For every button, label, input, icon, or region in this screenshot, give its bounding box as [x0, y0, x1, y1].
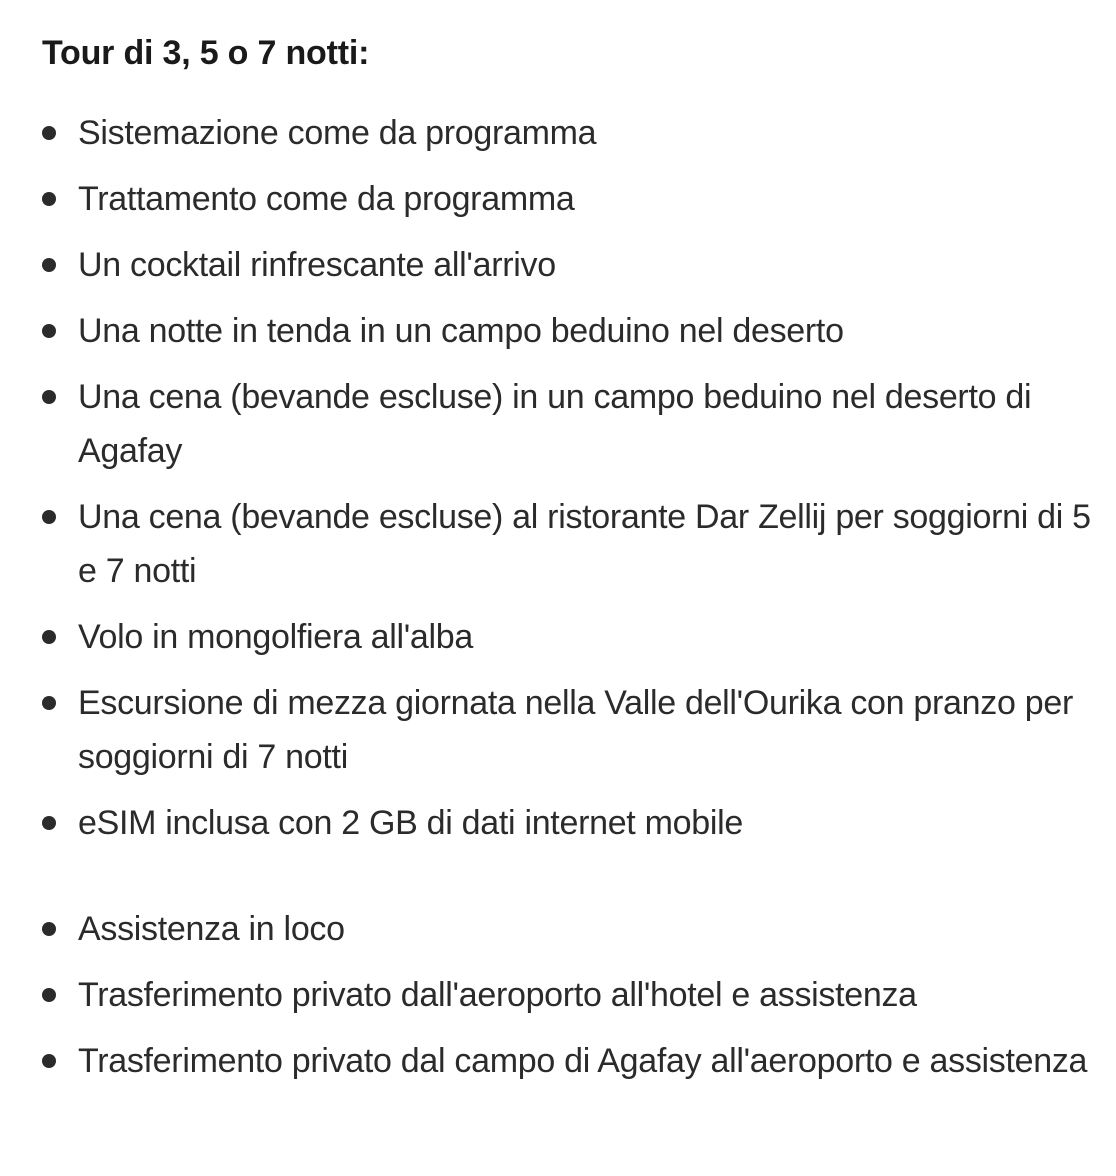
- bullet-icon: [42, 390, 56, 404]
- list-item-text: Volo in mongolfiera all'alba: [78, 618, 474, 656]
- bullet-icon: [42, 192, 56, 206]
- bullet-icon: [42, 988, 56, 1002]
- list-item-text: Una cena (bevande escluse) in un campo beduino nel deserto di Agafay: [78, 378, 1032, 470]
- list-item: [42, 796, 1102, 850]
- list-item-text: Escursione di mezza giornata nella Valle dell'Ourika con pranzo per soggiorni di 7 notti: [78, 684, 1073, 776]
- list-item-text: Una cena (bevande escluse) al ristorante Dar Zellij per soggiorni di 5 e 7 notti: [78, 498, 1091, 590]
- bullet-icon: [42, 510, 56, 524]
- list-item-text: Trasferimento privato dall'aeroporto all'hotel e assistenza: [78, 976, 917, 1014]
- assistance-list: [42, 902, 1102, 1088]
- section-title: Tour di 3, 5 o 7 notti:: [42, 34, 370, 72]
- list-item: [42, 106, 1102, 160]
- bullet-icon: [42, 816, 56, 830]
- list-item-text: Una notte in tenda in un campo beduino nel deserto: [78, 312, 844, 350]
- list-item: [42, 676, 1102, 784]
- list-item-text: Un cocktail rinfrescante all'arrivo: [78, 246, 556, 284]
- list-item-text: Assistenza in loco: [78, 910, 345, 948]
- bullet-icon: [42, 922, 56, 936]
- list-item: [42, 304, 1102, 358]
- list-item: [42, 238, 1102, 292]
- list-item: [42, 1034, 1102, 1088]
- list-item-text: Trattamento come da programma: [78, 180, 575, 218]
- bullet-icon: [42, 1054, 56, 1068]
- tour-inclusions: [42, 26, 1102, 1100]
- bullet-icon: [42, 630, 56, 644]
- inclusions-list: [42, 106, 1102, 850]
- list-item: [42, 610, 1102, 664]
- bullet-icon: [42, 126, 56, 140]
- list-item: [42, 370, 1102, 478]
- bullet-icon: [42, 324, 56, 338]
- list-item-text: Sistemazione come da programma: [78, 114, 597, 152]
- list-item: [42, 490, 1102, 598]
- bullet-icon: [42, 696, 56, 710]
- list-item: [42, 902, 1102, 956]
- list-item-text: eSIM inclusa con 2 GB di dati internet mobile: [78, 804, 743, 842]
- list-item: [42, 968, 1102, 1022]
- bullet-icon: [42, 258, 56, 272]
- list-item: [42, 172, 1102, 226]
- list-item-text: Trasferimento privato dal campo di Agafay all'aeroporto e assistenza: [78, 1042, 1088, 1080]
